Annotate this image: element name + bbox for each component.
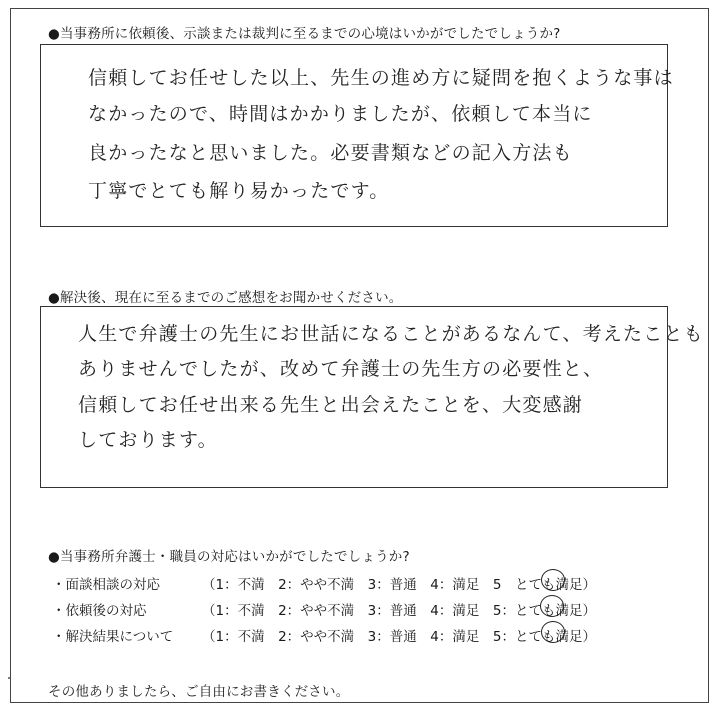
- rating-label: ・依頼後の対応: [52, 603, 147, 619]
- handwritten-line: 丁寧でとても解り易かったです。: [88, 180, 390, 202]
- rating-scale: （1：不満 2：やや不満 3：普通 4：満足 5：とても満足）: [202, 629, 596, 645]
- rating-label: ・解決結果について: [52, 629, 174, 645]
- rating-scale: （1：不満 2：やや不満 3：普通 4：満足 5：とても満足）: [202, 603, 596, 619]
- question-feelings-during-case: ●当事務所に依頼後、示談または裁判に至るまでの心境はいかがでしたでしょうか?: [48, 26, 561, 42]
- handwritten-line: 信頼してお任せした以上、先生の進め方に疑問を抱くような事は: [88, 67, 674, 89]
- selected-circle-mark: [540, 595, 564, 617]
- handwritten-line: 信頼してお任せ出来る先生と出会えたことを、大変感謝: [78, 394, 584, 416]
- question-other-comments: その他ありましたら、ご自由にお書きください。: [48, 684, 350, 700]
- handwritten-line: 良かったなと思いました。必要書類などの記入方法も: [88, 142, 573, 164]
- rating-scale: （1：不満 2：やや不満 3：普通 4：満足 5 とても満足）: [202, 577, 596, 593]
- question-staff-response: ●当事務所弁護士・職員の対応はいかがでしたでしょうか?: [48, 549, 410, 565]
- rating-label: ・面談相談の対応: [52, 577, 160, 593]
- handwritten-line: なかったので、時間はかかりましたが、依頼して本当に: [88, 103, 593, 125]
- handwritten-line: ありませんでしたが、改めて弁護士の先生方の必要性と、: [78, 358, 604, 380]
- selected-circle-mark: [541, 621, 565, 643]
- handwritten-line: しております。: [78, 429, 218, 451]
- question-impressions-after-resolution: ●解決後、現在に至るまでのご感想をお聞かせください。: [48, 290, 403, 306]
- selected-circle-mark: [541, 569, 565, 591]
- handwritten-line: 人生で弁護士の先生にお世話になることがあるなんて、考えたことも: [78, 323, 704, 345]
- scan-speck: [8, 677, 10, 679]
